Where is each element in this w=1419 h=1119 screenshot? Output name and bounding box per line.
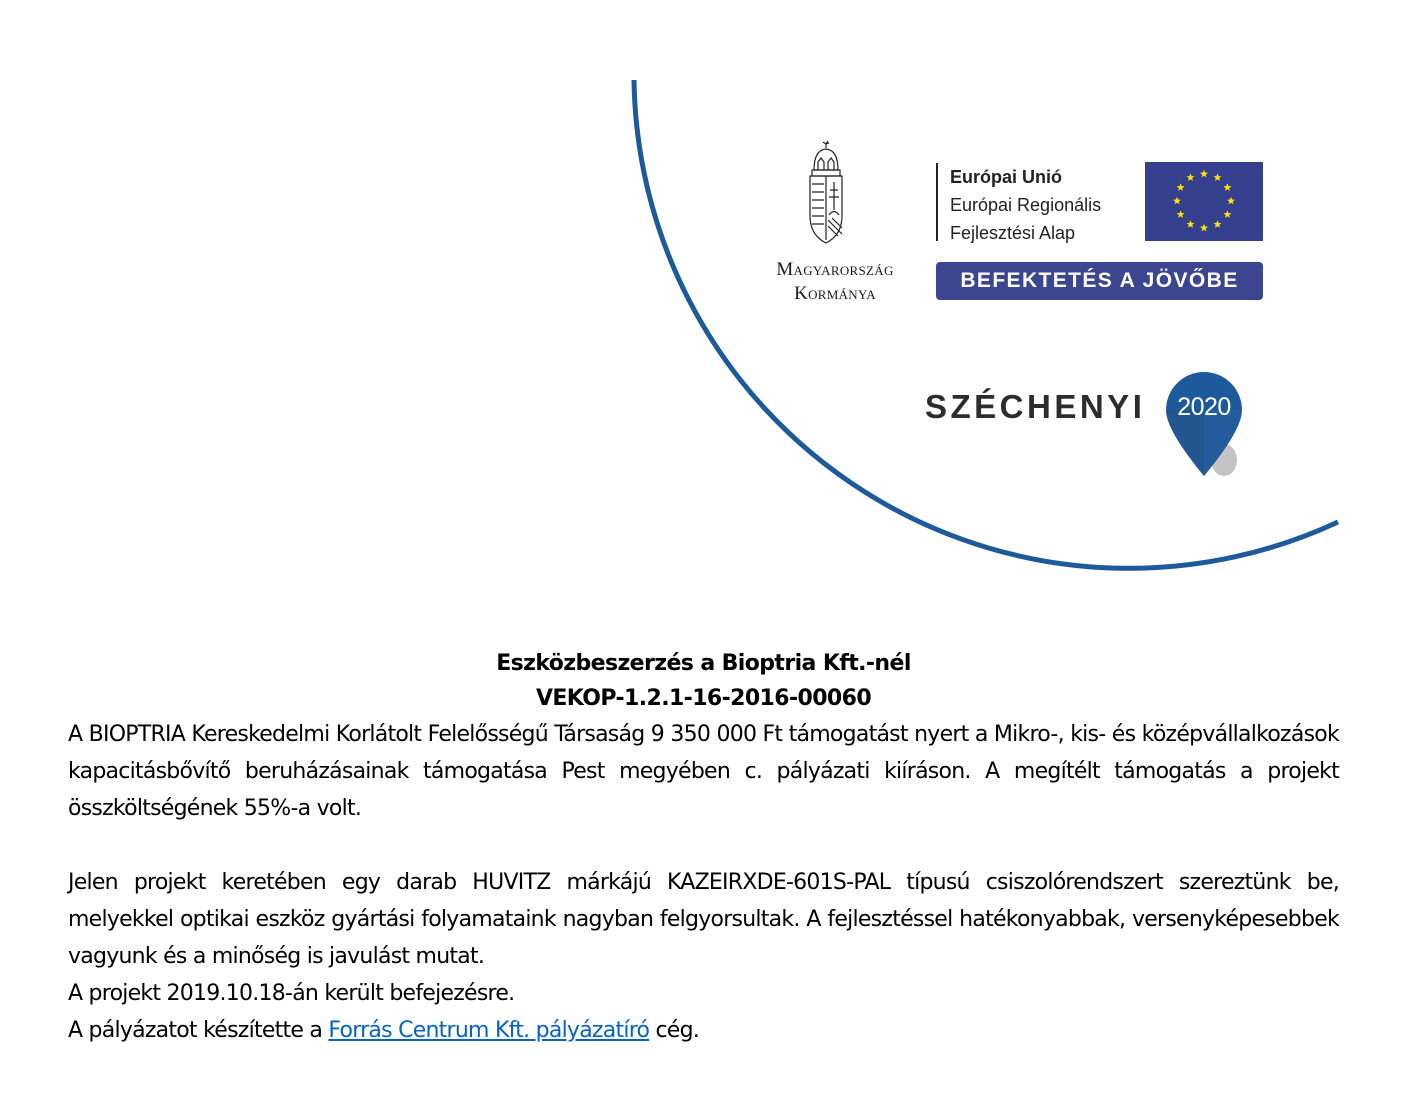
document-body: [68, 646, 1339, 1049]
szechenyi-pin-icon: [1166, 372, 1242, 476]
author-prefix: A pályázatot készítette a: [68, 1018, 329, 1043]
eu-divider: [936, 163, 938, 241]
government-logo-text: [740, 258, 930, 306]
paragraph-spacer: [68, 827, 1339, 864]
szechenyi-logo-text: SZÉCHENYI: [925, 388, 1146, 425]
government-line1: Magyarország: [776, 259, 894, 280]
eu-title: Európai Unió: [950, 167, 1062, 187]
invest-banner: BEFEKTETÉS A JÖVŐBE: [936, 262, 1263, 300]
coat-of-arms-icon: [810, 141, 842, 243]
decorative-arc: [634, 80, 1338, 568]
document-project-id: VEKOP-1.2.1-16-2016-00060: [535, 686, 872, 711]
paragraph-author: [68, 1012, 1339, 1049]
eu-logo-text: [950, 163, 1101, 247]
paragraph-project: Jelen projekt keretében egy darab HUVITZ márkájú KAZEIRXDE-601S-PAL típusú csiszolórendszert szereztünk be, melyekkel optikai eszköz gyártási folyamataink nagyban felgyorsultak. A fejlesztéssel hatékonyabbak, versenyképesebbek vagyunk és a minőség is javulást mutat.: [68, 870, 1339, 969]
paragraph-completion: A projekt 2019.10.18-án került befejezésre.: [68, 981, 515, 1006]
eu-line2: Európai Regionális: [950, 195, 1102, 215]
government-line2: Kormánya: [794, 283, 876, 304]
author-link[interactable]: Forrás Centrum Kft. pályázatíró: [328, 1018, 650, 1043]
eu-line3: Fejlesztési Alap: [950, 223, 1076, 243]
paragraph-funding: A BIOPTRIA Kereskedelmi Korlátolt Felelősségű Társaság 9 350 000 Ft támogatást nyert a Mikro-, kis- és középvállalkozások kapacitásbővítő beruházásainak támogatása Pest megyében c. pályázati kiíráson. A megítélt támogatás a projekt összköltségének 55%-a volt.: [68, 722, 1339, 821]
author-suffix: cég.: [649, 1018, 700, 1043]
document-title: Eszközbeszerzés a Bioptria Kft.-nél: [496, 651, 911, 676]
szechenyi-year: 2020: [1177, 393, 1231, 421]
eu-flag-icon: [1145, 162, 1263, 241]
